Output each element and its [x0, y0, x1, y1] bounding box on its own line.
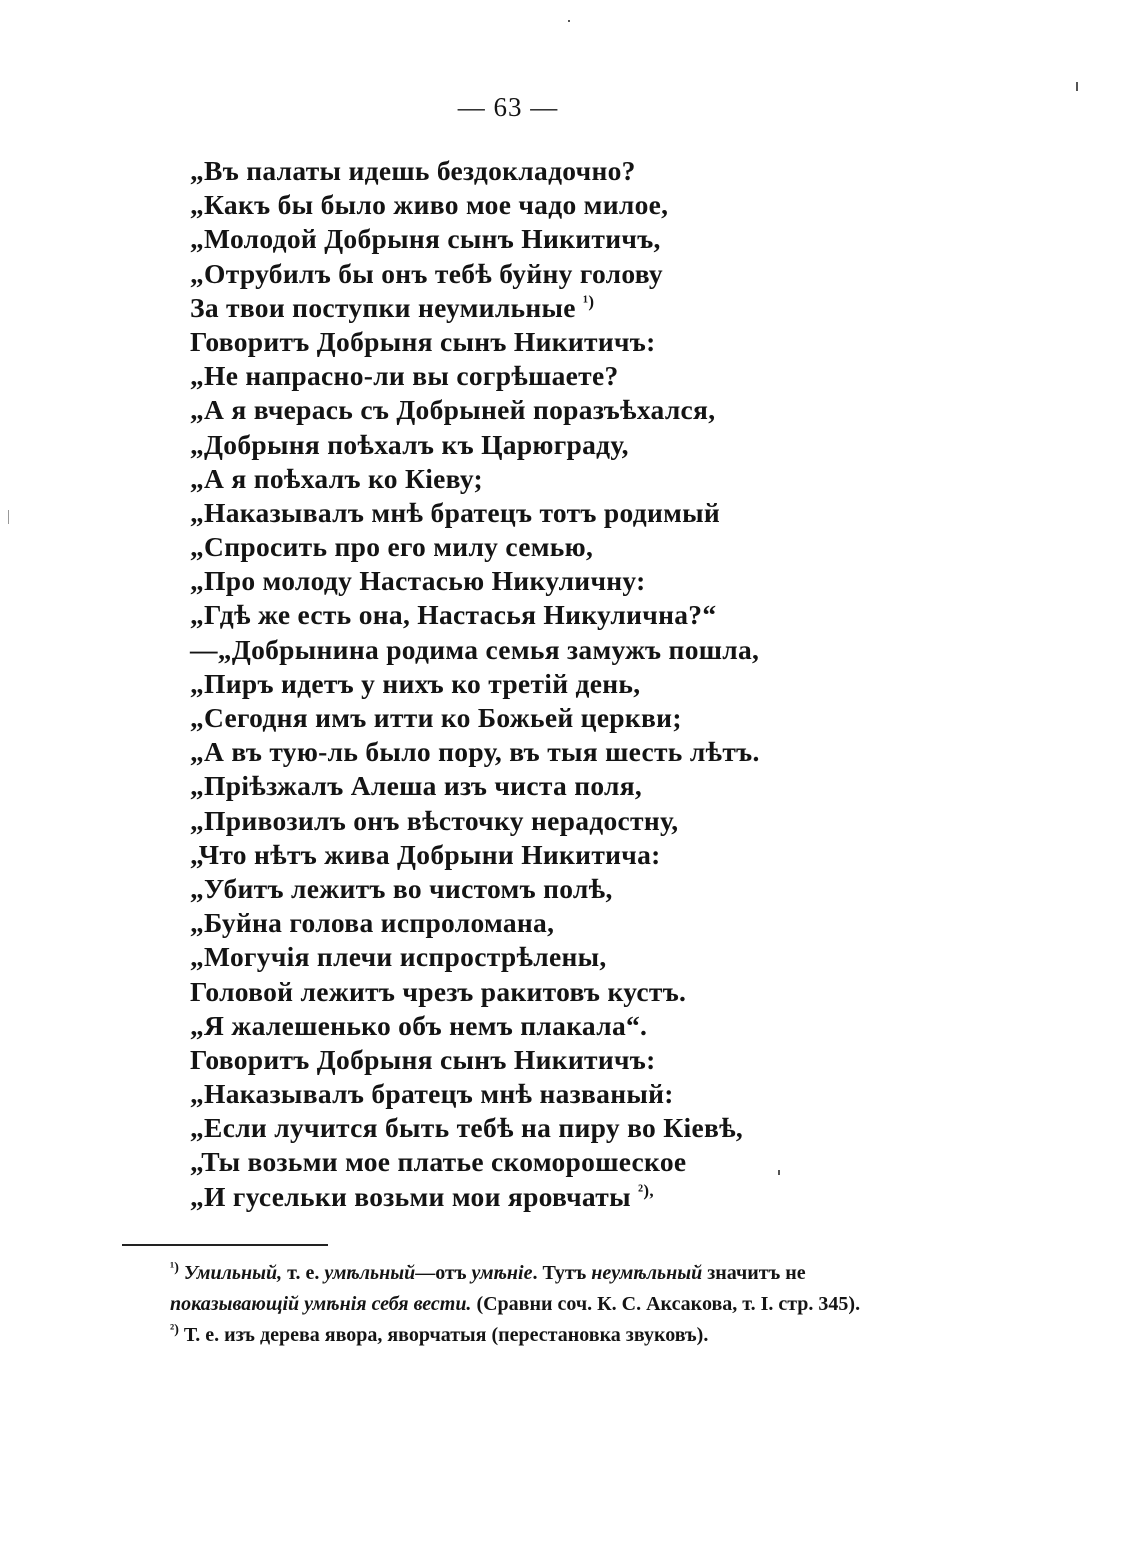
verse-line: „Пиръ идетъ у нихъ ко третій день,: [190, 667, 641, 699]
verse-line: —„Добрынина родима семья замужъ пошла,: [190, 633, 760, 665]
footnote-2: [122, 1320, 902, 1351]
verse-line: Говоритъ Добрыня сынъ Никитичъ:: [190, 325, 656, 357]
scan-speck: [778, 1170, 780, 1175]
verse-line: „Убитъ лежитъ во чистомъ полѣ,: [190, 872, 613, 904]
footnote-term: умѣніе: [471, 1262, 533, 1284]
verse-line: „Сегодня имъ итти ко Божьей церкви;: [190, 702, 682, 733]
verse-line: „Въ палаты идешь бездокладочно?: [190, 155, 636, 186]
verse-line: „Отрубилъ бы онъ тебѣ буйну голову: [190, 257, 663, 289]
verse-line: „Ты возьми мое платье скоморошеское: [190, 1146, 687, 1178]
verse-line: „Какъ бы было живо мое чадо милое,: [190, 189, 669, 221]
verse-line: „Наказывалъ братецъ мнѣ названый:: [190, 1078, 674, 1110]
verse-line: Говоритъ Добрыня сынъ Никитичъ:: [190, 1043, 656, 1075]
verse-line: „А въ тую-ль было пору, въ тыя шесть лѣтъ.: [190, 736, 760, 768]
verse-line: „Привозилъ онъ вѣсточку нерадостну,: [190, 804, 679, 836]
footnote-term: показывающій умѣнія себя вести.: [170, 1293, 472, 1315]
scan-speck: [1076, 82, 1078, 91]
footnote-divider: [122, 1244, 328, 1246]
footnotes: [122, 1258, 902, 1351]
verse-lines: [190, 154, 760, 1214]
footnote-1: [122, 1258, 902, 1320]
verse-line: „Что нѣтъ жива Добрыни Никитича:: [190, 838, 661, 870]
verse-line: „А я поѣхалъ ко Кіеву;: [190, 462, 483, 494]
verse-line: „Не напрасно-ли вы согрѣшаете?: [190, 360, 619, 392]
footnote-text: Т. е. изъ дерева явора, яворчатыя (перестановка звуковъ).: [178, 1324, 709, 1346]
verse-line: „Добрыня поѣхалъ къ Царюграду,: [190, 428, 629, 460]
verse-line: За твои поступки неумильные $^{^1)}$: [190, 291, 595, 323]
footnote-term: умѣльный: [324, 1262, 416, 1284]
footnote-mark: ²): [170, 1322, 179, 1338]
verse-line: „Если лучится быть тебѣ на пиру во Кіевѣ,: [190, 1112, 744, 1144]
verse-line: „Я жалешенько объ немъ плакала“.: [190, 1009, 648, 1041]
verse-line: „Наказывалъ мнѣ братецъ тотъ родимый: [190, 496, 721, 528]
footnote-text: (Сравни соч. К. С. Аксакова, т. I. стр. 345).: [471, 1293, 861, 1315]
footnote-text: значитъ не: [702, 1262, 806, 1284]
verse-line: „Могучія плечи испрострѣлены,: [190, 941, 607, 973]
footnote-text: т. е.: [282, 1262, 325, 1284]
footnote-ref: ²),: [638, 1180, 654, 1200]
verse-line: „Пріѣзжалъ Алеша изъ чиста поля,: [190, 770, 643, 802]
footnote-mark: ¹): [170, 1260, 179, 1276]
scan-speck: [8, 510, 9, 524]
verse-line: „Буйна голова испроломана,: [190, 907, 555, 939]
footnote-text: —отъ: [415, 1262, 472, 1284]
verse-line: „И гусельки возьми мои яровчаты $^{^2),}$: [190, 1180, 654, 1212]
page-number: — 63 —: [457, 92, 559, 122]
verse-line: „Молодой Добрыня сынъ Никитичъ,: [190, 223, 661, 255]
footnote-text: . Тутъ: [532, 1262, 592, 1284]
verse-line: „Про молоду Настасью Никуличну:: [190, 565, 646, 597]
verse-line: „Гдѣ же есть она, Настасья Никулична?“: [190, 599, 717, 631]
footnote-ref: ¹): [582, 291, 595, 311]
verse-line: „А я вчерась съ Добрыней поразъѣхался,: [190, 394, 716, 426]
footnote-term: неумѣльный: [591, 1262, 703, 1284]
verse-line: Головой лежитъ чрезъ ракитовъ кустъ.: [190, 975, 687, 1007]
footnote-term: Умильный,: [183, 1262, 283, 1284]
scan-speck: [568, 20, 570, 22]
verse-line: „Спросить про его милу семью,: [190, 531, 594, 563]
